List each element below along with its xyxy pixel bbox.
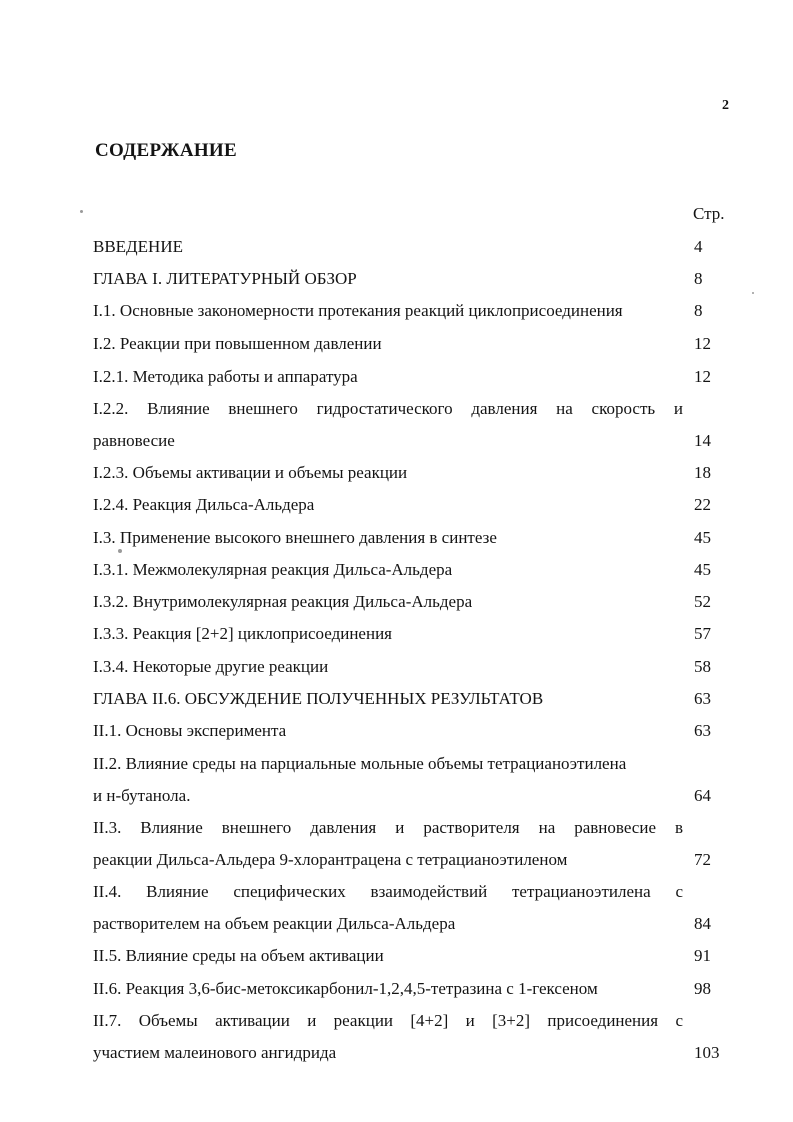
toc-entry-page: 22 [694, 495, 711, 514]
toc-entry-text-continued: участием малеинового ангидрида [93, 1043, 337, 1062]
toc-entry-text: I.3.1. Межмолекулярная реакция Дильса-Альдера [93, 560, 453, 579]
toc-entry-text: II.3. Влияние внешнего давления и растворителя на равновесие в [93, 818, 683, 837]
toc-entry-text: ГЛАВА I. ЛИТЕРАТУРНЫЙ ОБЗОР [93, 269, 357, 288]
toc-entry-text-continued: растворителем на объем реакции Дильса-Альдера [93, 914, 456, 933]
toc-entry-page: 63 [694, 721, 711, 740]
toc-entry-text: I.3. Применение высокого внешнего давления в синтезе [93, 528, 497, 547]
toc-entry-text: I.2.1. Методика работы и аппаратура [93, 367, 358, 386]
toc-entry-page: 12 [694, 334, 711, 353]
toc-entry-page: 8 [694, 269, 703, 288]
toc-entry-text: I.1. Основные закономерности протекания реакций циклоприсоединения [93, 301, 623, 320]
toc-entry-page: 57 [694, 624, 711, 643]
toc-entry-text: I.2. Реакции при повышенном давлении [93, 334, 382, 353]
scan-speck [752, 292, 754, 294]
toc-entry-text: I.3.2. Внутримолекулярная реакция Дильса-Альдера [93, 592, 473, 611]
toc-entry-page: 72 [694, 850, 711, 869]
toc-entry-text: II.1. Основы эксперимента [93, 721, 287, 740]
scan-speck [118, 549, 122, 553]
toc-entry-text: I.2.3. Объемы активации и объемы реакции [93, 463, 408, 482]
toc-entry-text: II.2. Влияние среды на парциальные мольные объемы тетрацианоэтилена [93, 754, 627, 773]
toc-entry-page: 63 [694, 689, 711, 708]
page-title: СОДЕРЖАНИЕ [95, 140, 237, 161]
toc-entry-page: 12 [694, 367, 711, 386]
toc-entry-page: 103 [694, 1043, 720, 1062]
toc-entry-page: 18 [694, 463, 711, 482]
toc-entry-page: 58 [694, 657, 711, 676]
toc-entry-text: II.4. Влияние специфических взаимодействий тетрацианоэтилена с [93, 882, 683, 901]
toc-entry-text-continued: равновесие [93, 431, 175, 450]
toc-entry-text: I.2.4. Реакция Дильса-Альдера [93, 495, 315, 514]
toc-entry-text: II.6. Реакция 3,6-бис-метоксикарбонил-1,2,4,5-тетразина с 1-гексеном [93, 979, 598, 998]
toc-entry-text: ГЛАВА II.6. ОБСУЖДЕНИЕ ПОЛУЧЕННЫХ РЕЗУЛЬТАТОВ [93, 689, 544, 708]
toc-entry-page: 84 [694, 914, 711, 933]
toc-entry-page: 91 [694, 946, 711, 965]
toc-entry-text-continued: и н-бутанола. [93, 786, 191, 805]
toc-entry-text: I.3.4. Некоторые другие реакции [93, 657, 329, 676]
toc-entry-page: 98 [694, 979, 711, 998]
toc-entry-page: 64 [694, 786, 711, 805]
toc-entry-text: II.7. Объемы активации и реакции [4+2] и [3+2] присоединения с [93, 1011, 683, 1030]
toc-entry-text: I.2.2. Влияние внешнего гидростатического давления на скорость и [93, 399, 683, 418]
toc-entry-page: 52 [694, 592, 711, 611]
page-column-header: Стр. [693, 204, 725, 223]
toc-entry-text: ВВЕДЕНИЕ [93, 237, 183, 256]
toc-entry-text: II.5. Влияние среды на объем активации [93, 946, 384, 965]
scan-speck [80, 210, 83, 213]
toc-entry-page: 45 [694, 560, 711, 579]
toc-entry-page: 45 [694, 528, 711, 547]
toc-entry-text: I.3.3. Реакция [2+2] циклоприсоединения [93, 624, 392, 643]
toc-entry-page: 14 [694, 431, 711, 450]
toc-entry-page: 4 [694, 237, 703, 256]
toc-entry-page: 8 [694, 301, 703, 320]
page-number: 2 [722, 98, 729, 113]
toc-entry-text-continued: реакции Дильса-Альдера 9-хлорантрацена с тетрацианоэтиленом [93, 850, 568, 869]
